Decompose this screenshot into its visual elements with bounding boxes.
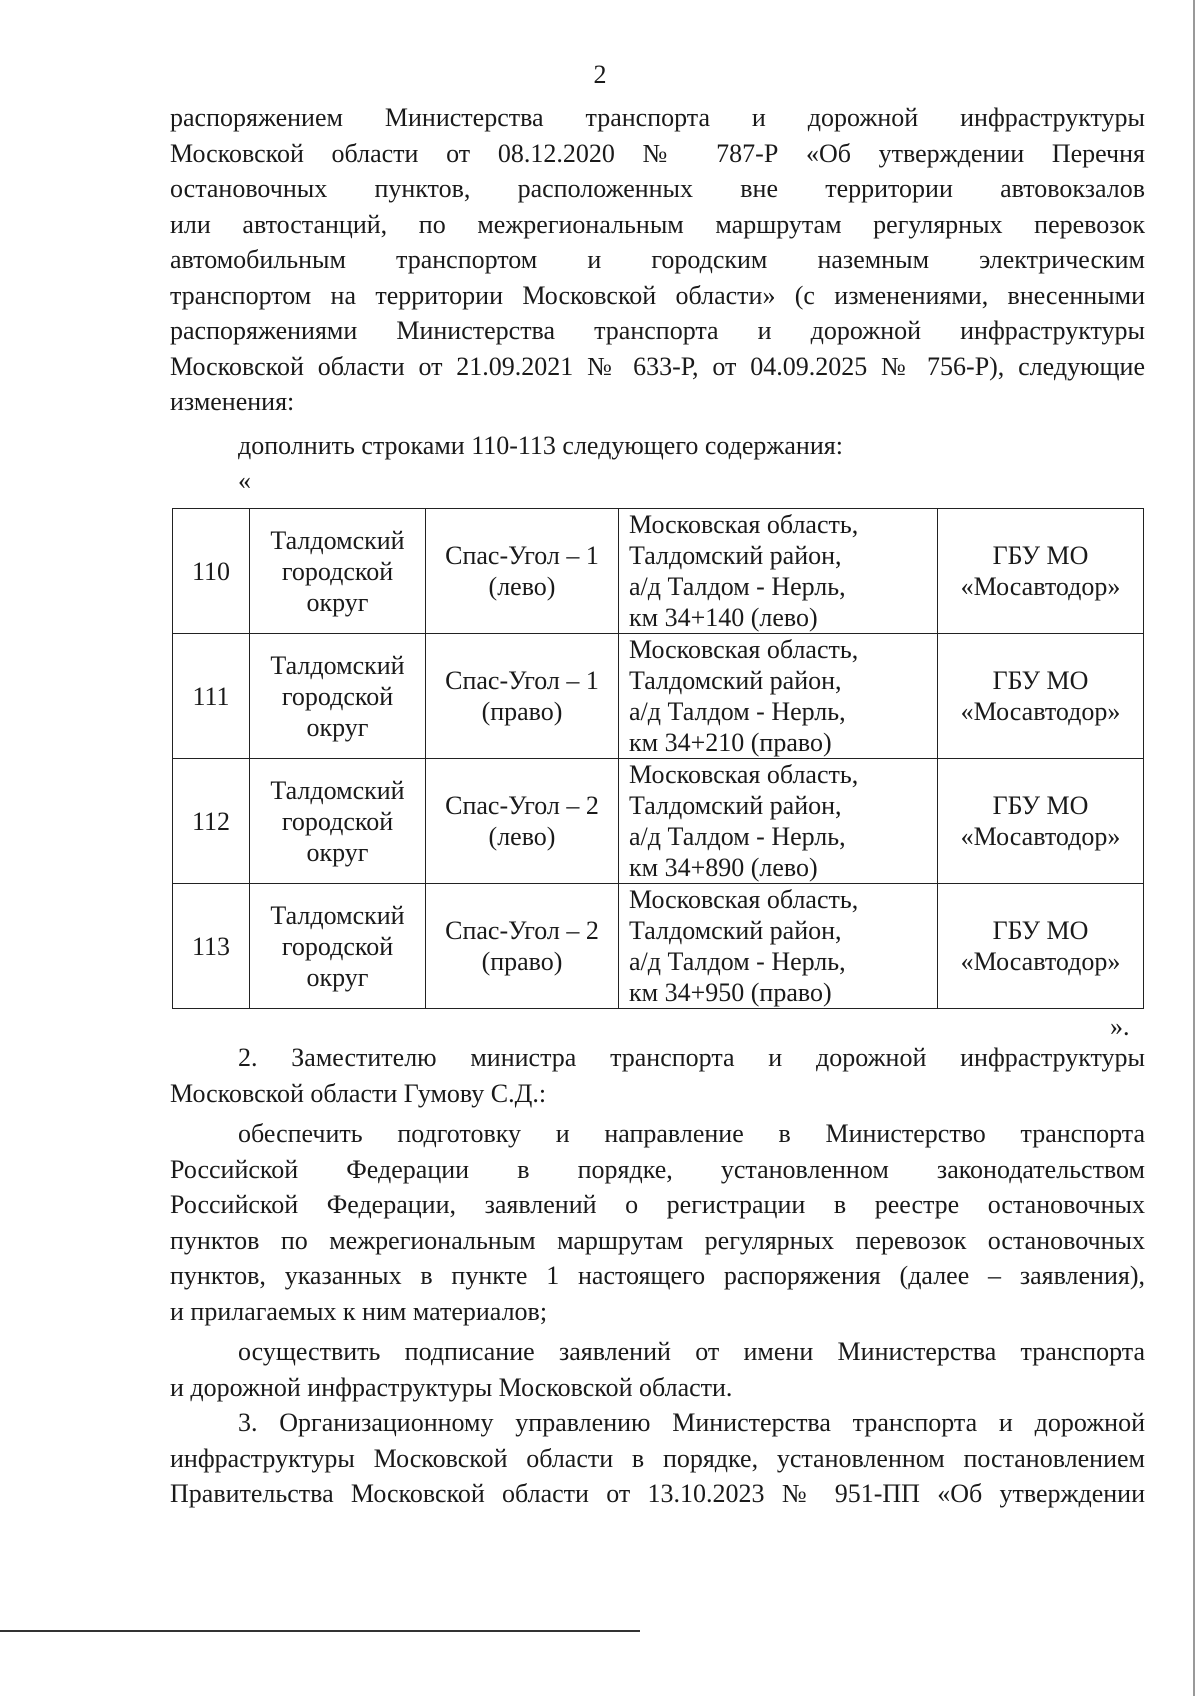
cell-line: «Мосавтодор»: [960, 822, 1121, 851]
cell-line: «Мосавтодор»: [960, 697, 1121, 726]
cell-line: Московская область,: [629, 635, 859, 664]
cell-line: км 34+210 (право): [629, 728, 832, 757]
cell-line: Талдомский район,: [629, 541, 842, 570]
cell-district: [250, 509, 426, 634]
cell-line: км 34+950 (право): [629, 978, 832, 1007]
text-line: осуществить подписание заявлений от имени Министерства транспорта: [238, 1337, 1145, 1366]
intro-paragraph: [170, 100, 1145, 420]
cell-line: округ: [306, 712, 369, 742]
text-line: автомобильным транспортом и городским наземным электрическим: [170, 245, 1145, 274]
cell-owner: [938, 634, 1144, 759]
cell-line: Спас-Угол – 2: [445, 791, 599, 820]
cell-line: (право): [481, 947, 563, 976]
text-line: Московской области Гумову С.Д.:: [170, 1078, 547, 1108]
open-quote: «: [238, 466, 251, 495]
cell-line: Талдомский район,: [629, 666, 842, 695]
cell-line: Талдомский район,: [629, 916, 842, 945]
cell-line: км 34+890 (лево): [629, 853, 818, 882]
cell-line: Московская область,: [629, 885, 859, 914]
cell-address: [619, 634, 938, 759]
text-line: изменения:: [170, 387, 295, 416]
cell-number: 111: [173, 634, 250, 759]
cell-line: округ: [306, 962, 369, 992]
cell-line: Талдомский: [270, 525, 405, 555]
cell-line: км 34+140 (лево): [629, 603, 818, 632]
text-line: и дорожной инфраструктуры Московской области.: [170, 1372, 733, 1402]
table-row: [173, 884, 1144, 1009]
close-quote: ».: [1110, 1012, 1130, 1041]
cell-district: [250, 634, 426, 759]
text-line: пунктов по межрегиональным маршрутам регулярных перевозок остановочных: [170, 1225, 1145, 1255]
stops-table: [172, 508, 1144, 1009]
text-line: Московской области от 08.12.2020 № 787-Р «Об утверждении Перечня: [170, 138, 1145, 168]
cell-owner: [938, 509, 1144, 634]
cell-line: (лево): [488, 822, 556, 851]
cell-line: Московская область,: [629, 760, 859, 789]
cell-stop-name: [426, 759, 619, 884]
cell-line: Спас-Угол – 1: [445, 666, 599, 695]
cell-number: 112: [173, 759, 250, 884]
cell-stop-name: [426, 509, 619, 634]
table-row: [173, 759, 1144, 884]
cell-owner: [938, 759, 1144, 884]
cell-line: а/д Талдом - Нерль,: [629, 697, 846, 726]
cell-line: а/д Талдом - Нерль,: [629, 822, 846, 851]
cell-owner: [938, 884, 1144, 1009]
cell-line: «Мосавтодор»: [960, 947, 1121, 976]
text-line: Московской области от 21.09.2021 № 633-Р, от 04.09.2025 № 756-Р), следующие: [170, 351, 1145, 381]
section-2-item-1: [170, 1116, 1145, 1329]
cell-line: ГБУ МО: [992, 666, 1089, 695]
text-line: и прилагаемых к ним материалов;: [170, 1296, 548, 1326]
cell-line: городской: [281, 556, 394, 586]
cell-district: [250, 884, 426, 1009]
cell-line: а/д Талдом - Нерль,: [629, 947, 846, 976]
cell-stop-name: [426, 634, 619, 759]
cell-line: ГБУ МО: [992, 541, 1089, 570]
cell-line: (право): [481, 697, 563, 726]
cell-number: 110: [173, 509, 250, 634]
cell-stop-name: [426, 884, 619, 1009]
scan-bottom-rule: [0, 1630, 640, 1632]
cell-line: Талдомский: [270, 650, 405, 680]
cell-line: ГБУ МО: [992, 791, 1089, 820]
cell-line: округ: [306, 587, 369, 617]
text-line: или автостанций, по межрегиональным маршрутам регулярных перевозок: [170, 209, 1145, 239]
text-line: остановочных пунктов, расположенных вне территории автовокзалов: [170, 174, 1145, 203]
cell-line: «Мосавтодор»: [960, 572, 1121, 601]
text-line: обеспечить подготовку и направление в Министерство транспорта: [238, 1119, 1145, 1148]
section-2: [170, 1040, 1145, 1111]
cell-line: городской: [281, 806, 394, 836]
text-line: 2. Заместителю министра транспорта и дорожной инфраструктуры: [238, 1043, 1145, 1072]
cell-district: [250, 759, 426, 884]
text-line: инфраструктуры Московской области в порядке, установленном постановлением: [170, 1443, 1145, 1473]
cell-line: Спас-Угол – 1: [445, 541, 599, 570]
table-row: [173, 634, 1144, 759]
text-line: транспортом на территории Московской области» (с изменениями, внесенными: [170, 280, 1145, 310]
cell-line: Талдомский: [270, 775, 405, 805]
text-line: пунктов, указанных в пункте 1 настоящего распоряжения (далее – заявления),: [170, 1261, 1145, 1290]
text-line: 3. Организационному управлению Министерства транспорта и дорожной: [238, 1408, 1145, 1437]
cell-line: а/д Талдом - Нерль,: [629, 572, 846, 601]
text-line: распоряжениями Министерства транспорта и дорожной инфраструктуры: [170, 316, 1145, 345]
cell-line: Московская область,: [629, 510, 859, 539]
text-line: Российской Федерации, заявлений о регистрации в реестре остановочных: [170, 1190, 1145, 1219]
cell-line: ГБУ МО: [992, 916, 1089, 945]
table-row: [173, 509, 1144, 634]
section-3: [170, 1405, 1145, 1512]
text-line: Российской Федерации в порядке, установленном законодательством: [170, 1154, 1145, 1184]
cell-address: [619, 759, 938, 884]
cell-line: городской: [281, 931, 394, 961]
text-line: распоряжением Министерства транспорта и дорожной инфраструктуры: [170, 103, 1145, 132]
cell-line: округ: [306, 837, 369, 867]
section-2-item-2: [170, 1334, 1145, 1405]
cell-address: [619, 509, 938, 634]
cell-line: Талдомский: [270, 900, 405, 930]
cell-line: (лево): [488, 572, 556, 601]
supplement-instruction: [170, 428, 1145, 464]
cell-number: 113: [173, 884, 250, 1009]
page-number: 2: [593, 60, 607, 89]
cell-line: городской: [281, 681, 394, 711]
cell-line: Спас-Угол – 2: [445, 916, 599, 945]
cell-line: Талдомский район,: [629, 791, 842, 820]
scan-right-edge: [1193, 0, 1195, 1696]
text-line: Правительства Московской области от 13.10.2023 № 951-ПП «Об утверждении: [170, 1479, 1145, 1508]
cell-address: [619, 884, 938, 1009]
text-line: дополнить строками 110-113 следующего содержания:: [238, 431, 843, 460]
